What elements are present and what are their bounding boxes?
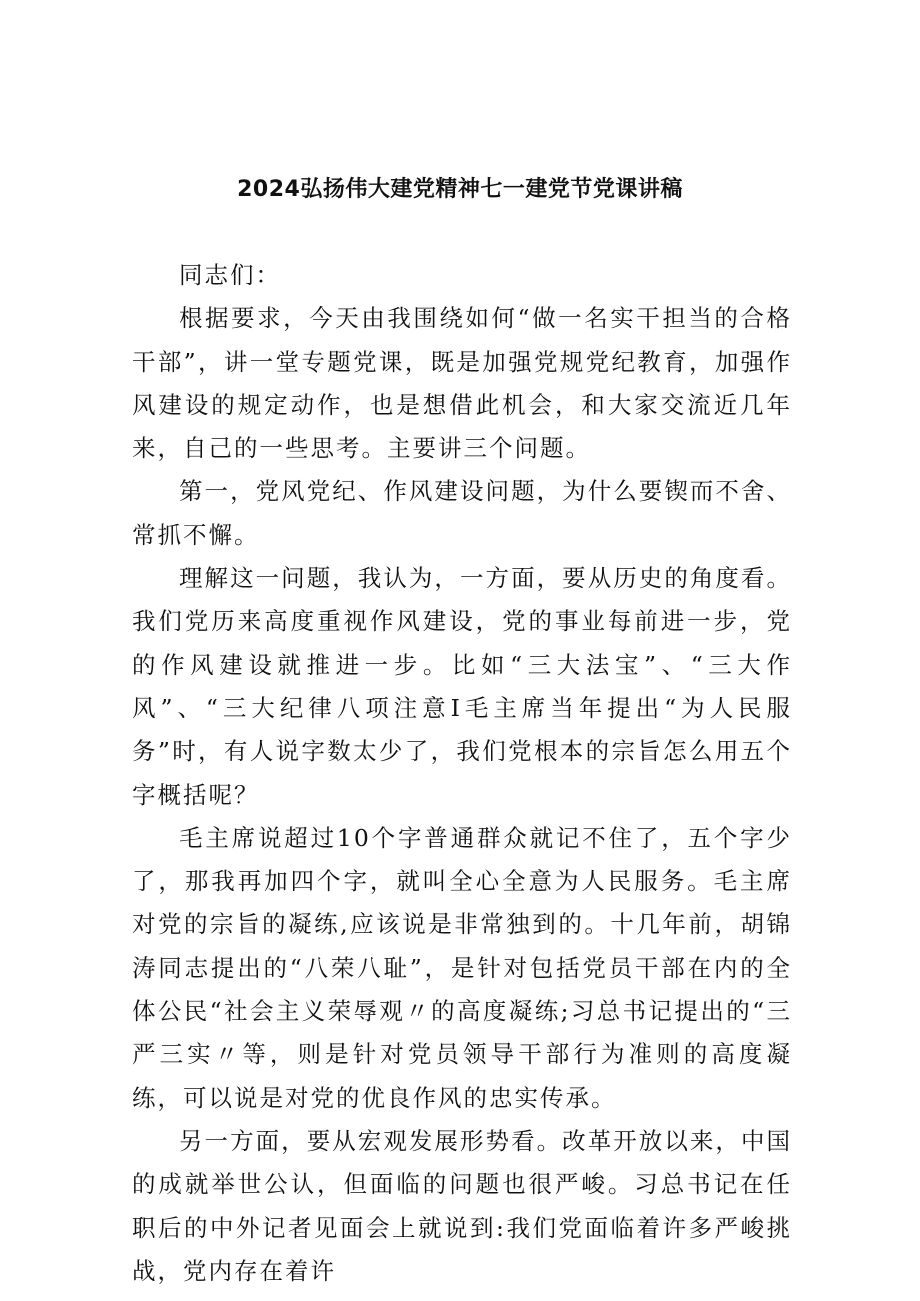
mao-paragraph: 毛主席说超过10个字普通群众就记不住了，五个字少了，那我再加四个字，就叫全心全意为人民服务。毛主席对党的宗旨的凝练,应该说是非常独到的。十几年前，胡锦涛同志提出的“八荣八耻”，是针对包括党员干部在内的全体公民“社会主义荣辱观〃的高度凝练;习总书记提出的“三严三实〃等，则是针对党员领导干部行为准则的高度凝练，可以说是对党的优良作风的忠实传承。 (132, 823, 792, 1112)
document-title: 2024弘扬伟大建党精神七一建党节党课讲稿 (237, 177, 683, 202)
intro-paragraph: 根据要求，今天由我围绕如何“做一名实干担当的合格干部”，讲一堂专题党课，既是加强党规党纪教育，加强作风建设的规定动作，也是想借此机会，和大家交流近几年来，自己的一些思考。主要讲三个问题。 (132, 304, 792, 463)
salutation-paragraph: 同志们： (179, 261, 281, 289)
section-heading-paragraph: 第一，党风党纪、作风建设问题，为什么要锲而不舍、常抓不懈。 (132, 477, 792, 549)
document-body (132, 254, 792, 1293)
macro-paragraph: 另一方面，要从宏观发展形势看。改革开放以来，中国的成就举世公认，但面临的问题也很严峻。习总书记在任职后的中外记者见面会上就说到:我们党面临着许多严峻挑战，党内存在着许 (132, 1126, 792, 1285)
history-paragraph: 理解这一问题，我认为，一方面，要从历史的角度看。我们党历来高度重视作风建设，党的事业每前进一步，党的作风建设就推进一步。比如“三大法宝”、“三大作风”、“三大纪律八项注意I毛主席当年提出“为人民服务”时，有人说字数太少了，我们党根本的宗旨怎么用五个字概括呢？ (132, 564, 792, 809)
